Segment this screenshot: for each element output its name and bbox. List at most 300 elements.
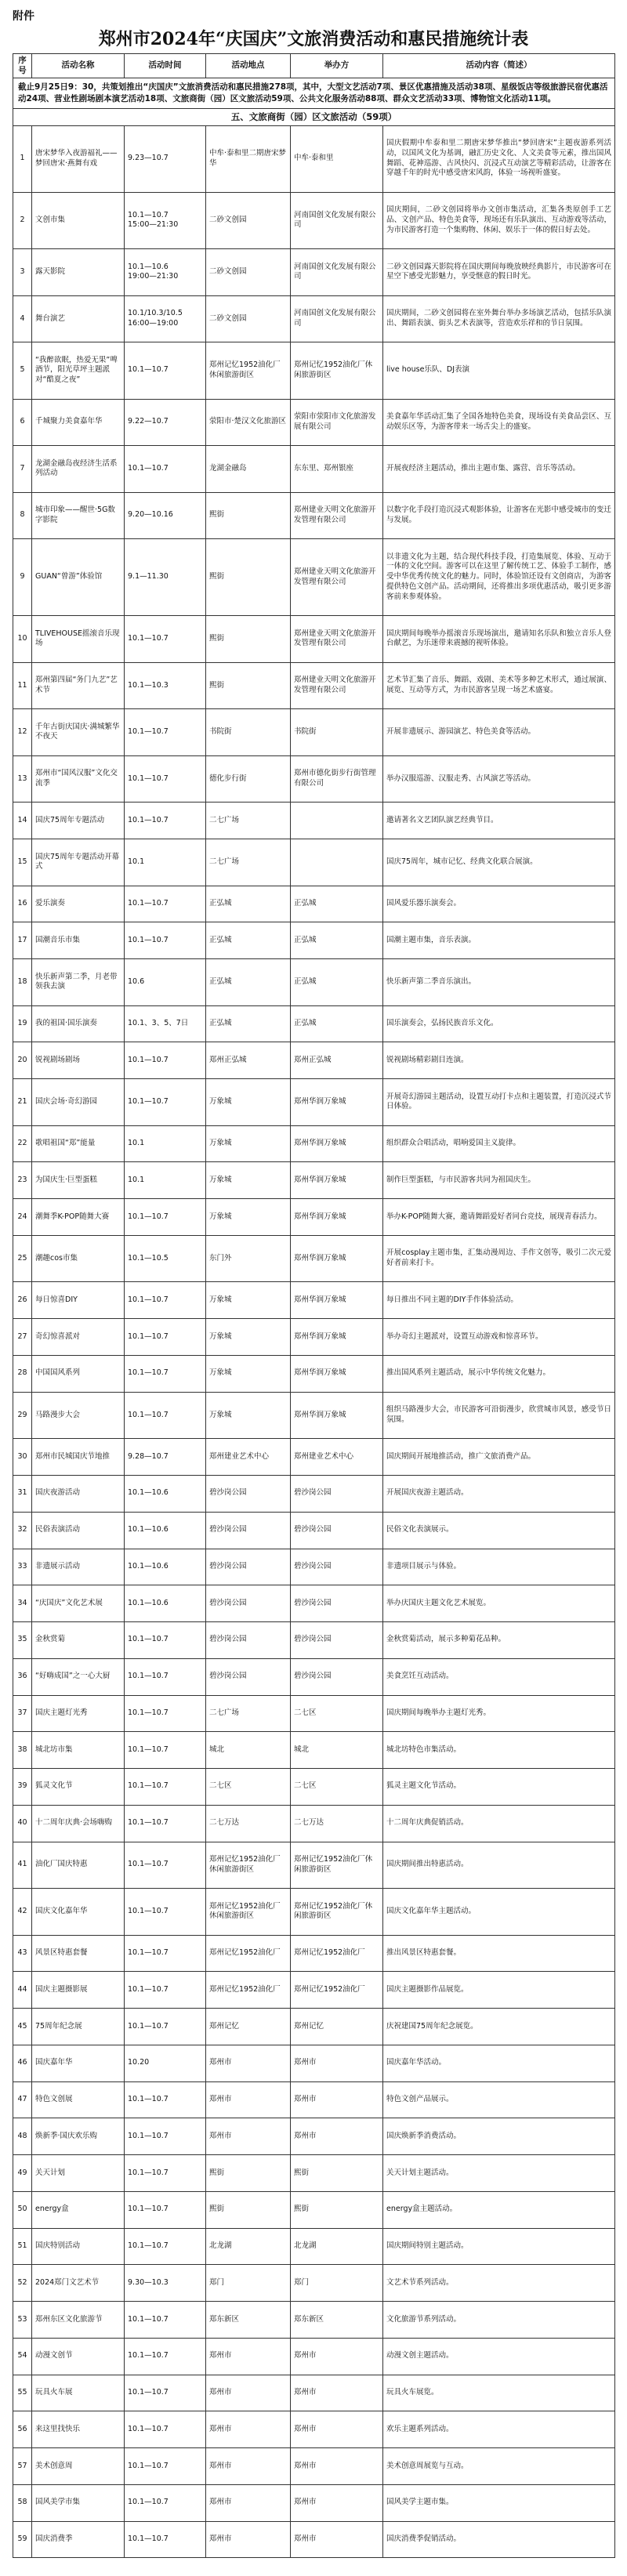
cell-organizer [291,839,383,886]
cell-time: 10.1—10.6 [125,1549,206,1585]
cell-time: 10.1—10.7 [125,886,206,922]
cell-content: 国风爱乐器乐演奏会。 [383,886,615,922]
table-row [13,249,615,296]
cell-location: 城北 [206,1732,291,1769]
table-row [13,2081,615,2118]
cell-time: 10.1—10.7 [125,1282,206,1319]
cell-content: 国风美学主题市集。 [383,2484,615,2521]
cell-no: 21 [13,1079,32,1126]
cell-location: 郑州记忆1952油化厂休闲旅游街区 [206,342,291,399]
table-row [13,2521,615,2558]
cell-location: 郑州记忆1952油化厂休闲旅游街区 [206,1889,291,1936]
table-row [13,1235,615,1282]
cell-content: live house乐队、DJ表演 [383,342,615,399]
document-title: 郑州市2024年“庆国庆”文旅消费活动和惠民措施统计表 [98,29,529,49]
cell-time: 10.1—10.7 [125,2484,206,2521]
cell-location: 熙街 [206,662,291,709]
table-row [13,295,615,342]
cell-organizer: 城北 [291,1732,383,1769]
cell-location: 中牟·泰和里二期唐宋梦华 [206,125,291,192]
cell-no: 30 [13,1439,32,1476]
cell-name: 马路漫步大会 [32,1392,125,1439]
cell-organizer: 郑州华润万象城 [291,1079,383,1126]
cell-location: 碧沙岗公园 [206,1549,291,1585]
cell-organizer: 郑州华润万象城 [291,1199,383,1236]
cell-time: 9.28—10.7 [125,1439,206,1476]
table-row [13,616,615,663]
cell-time: 10.1—10.7 [125,616,206,663]
table-row [13,2302,615,2339]
table-row [13,1199,615,1236]
table-row [13,1392,615,1439]
table-row [13,839,615,886]
cell-content: 城北坊特色市集活动。 [383,1732,615,1769]
cell-time: 10.1—10.7 [125,2081,206,2118]
table-row [13,2155,615,2192]
cell-organizer: 郑门 [291,2265,383,2302]
cell-no: 6 [13,399,32,446]
cell-time: 10.1—10.7 [125,1695,206,1732]
cell-content: 十二周年庆典促销活动。 [383,1805,615,1842]
cell-organizer: 郑州记忆1952油化厂休闲旅游街区 [291,1842,383,1889]
cell-organizer: 正弘城 [291,1005,383,1042]
cell-location: 二砂文创园 [206,295,291,342]
cell-time: 10.1—10.7 [125,2009,206,2045]
cell-content: 二砂文创园露天影院将在国庆期间每晚放映经典影片，市民游客可在星空下感受光影魅力，享受惬意的假日时光。 [383,249,615,296]
header-location: 活动地点 [206,54,291,78]
cell-time: 9.20—10.16 [125,492,206,539]
cell-content: 开展奇幻游园主题活动，设置互动打卡点和主题装置，打造沉浸式节日体验。 [383,1079,615,1126]
cell-organizer: 河南国创文化发展有限公司 [291,249,383,296]
cell-organizer: 碧沙岗公园 [291,1658,383,1695]
cell-time: 9.22—10.7 [125,399,206,446]
cell-name: 郑州市“国风汉服”文化交流季 [32,755,125,803]
cell-time: 10.1/10.3/10.5 16:00—19:00 [125,295,206,342]
cell-time: 10.1—10.7 [125,2191,206,2228]
table-row [13,492,615,539]
cell-time: 10.1—10.7 [125,1319,206,1356]
cell-name: 露天影院 [32,249,125,296]
cell-name: 千年古街庆国庆·满城繁华不夜天 [32,709,125,756]
cell-organizer: 郑州记忆 [291,2009,383,2045]
table-row [13,1512,615,1549]
cell-organizer: 郑州华润万象城 [291,1162,383,1199]
cell-name: 国庆75周年专题活动开幕式 [32,839,125,886]
cell-organizer: 郑州市 [291,2338,383,2375]
cell-time: 10.1—10.7 [125,1935,206,1972]
table-row [13,2118,615,2155]
cell-content: 美食烹饪互动活动。 [383,1658,615,1695]
cell-location: 正弘城 [206,886,291,922]
cell-no: 17 [13,922,32,959]
cell-time: 10.1 [125,839,206,886]
cell-no: 56 [13,2411,32,2448]
cell-no: 34 [13,1585,32,1622]
cell-organizer: 二七区 [291,1695,383,1732]
cell-name: 潮舞季K-POP随舞大赛 [32,1199,125,1236]
cell-location: 郑州市 [206,2448,291,2485]
table-row [13,2448,615,2485]
cell-no: 45 [13,2009,32,2045]
cell-name: 中国国风系列 [32,1355,125,1392]
cell-content: 美术创意周展览与互动。 [383,2448,615,2485]
table-row [13,1889,615,1936]
cell-name: 国庆75周年专题活动 [32,803,125,839]
cell-no: 37 [13,1695,32,1732]
cell-content: 以数字化手段打造沉浸式观影体验，让游客在光影中感受城市的变迁与发展。 [383,492,615,539]
cell-content: 举办汉服巡游、汉服走秀、古风演艺等活动。 [383,755,615,803]
cell-no: 58 [13,2484,32,2521]
cell-location: 万象城 [206,1282,291,1319]
cell-location: 郑州建业艺术中心 [206,1439,291,1476]
cell-time: 10.1—10.5 [125,1235,206,1282]
cell-content: 举办K-POP随舞大赛，邀请舞蹈爱好者同台竞技，展现青春活力。 [383,1199,615,1236]
cell-content: 举办奇幻主题派对，设置互动游戏和惊喜环节。 [383,1319,615,1356]
cell-organizer: 二七万达 [291,1805,383,1842]
table-row [13,2228,615,2265]
cell-content: 邀请著名文艺团队演艺经典节目。 [383,803,615,839]
table-row [13,1162,615,1199]
cell-organizer: 中牟·泰和里 [291,125,383,192]
header-time: 活动时间 [125,54,206,78]
table-row [13,803,615,839]
table-row [13,1125,615,1162]
cell-time: 10.1—10.7 [125,1842,206,1889]
cell-time: 10.6 [125,959,206,1006]
cell-location: 正弘城 [206,959,291,1006]
cell-time: 10.1 [125,1125,206,1162]
table-row [13,1732,615,1769]
cell-name: 2024郑门文艺术节 [32,2265,125,2302]
cell-no: 1 [13,125,32,192]
cell-time: 9.30—10.3 [125,2265,206,2302]
cell-name: 焕新季·国庆欢乐购 [32,2118,125,2155]
cell-location: 碧沙岗公园 [206,1585,291,1622]
cell-location: 郑州市 [206,2484,291,2521]
cell-no: 47 [13,2081,32,2118]
cell-content: 国庆期间，二砂文创园将举办文创市集活动，汇集各类原创手工艺品、文创产品、特色美食等，现场还有乐队演出、互动游戏等活动，为市民游客打造一个集购物、休闲、娱乐于一体的假日好去处。 [383,192,615,248]
cell-content: 每日推出不同主题的DIY手作体验活动。 [383,1282,615,1319]
cell-location: 郑州市 [206,2338,291,2375]
cell-name: 国庆嘉年华 [32,2045,125,2081]
cell-time: 10.1—10.7 [125,1972,206,2009]
cell-content: 狐灵主题文化节活动。 [383,1769,615,1806]
cell-organizer: 二七区 [291,1769,383,1806]
cell-content: 国庆期间推出特惠活动。 [383,1842,615,1889]
cell-no: 32 [13,1512,32,1549]
cell-content: 国潮主题市集，音乐表演。 [383,922,615,959]
cell-time: 10.1—10.7 [125,1392,206,1439]
table-row [13,1319,615,1356]
cell-location: 二砂文创园 [206,192,291,248]
cell-no: 44 [13,1972,32,2009]
header-organizer: 举办方 [291,54,383,78]
cell-name: 特色文创展 [32,2081,125,2118]
cell-time: 10.1—10.7 [125,1732,206,1769]
cell-no: 24 [13,1199,32,1236]
cell-organizer: 碧沙岗公园 [291,1476,383,1513]
cell-no: 20 [13,1042,32,1079]
cell-organizer: 河南国创文化发展有限公司 [291,295,383,342]
cell-organizer: 郑州建业天明文化旅游开发管理有限公司 [291,539,383,616]
cell-content: 国庆假期中牟泰和里二期唐宋梦华推出“梦回唐宋”主题夜游系列活动，以国风文化为基调，融汇历史文化、人文美食等元素，推出国风舞蹈、花神巡游、古风快闪、沉浸式互动演艺等精彩活动，让游客在穿越千年的时光中感受唐宋风韵，体验一场视听盛宴。 [383,125,615,192]
cell-name: 国庆特别活动 [32,2228,125,2265]
cell-name: 城市印象——醒世·5G数字影院 [32,492,125,539]
cell-no: 27 [13,1319,32,1356]
cell-location: 郑州市 [206,2521,291,2558]
table-row [13,1935,615,1972]
cell-time: 10.1—10.7 [125,2302,206,2339]
cell-organizer: 郑州市 [291,2448,383,2485]
cell-no: 50 [13,2191,32,2228]
cell-time: 9.1—11.30 [125,539,206,616]
cell-content: 文艺术节系列活动。 [383,2265,615,2302]
table-row [13,125,615,192]
cell-organizer: 碧沙岗公园 [291,1622,383,1659]
cell-location: 郑州记忆1952油化厂休闲旅游街区 [206,1842,291,1889]
cell-content: 动漫文创主题活动。 [383,2338,615,2375]
cell-organizer: 郑州华润万象城 [291,1125,383,1162]
cell-location: 万象城 [206,1079,291,1126]
cell-content: 特色文创产品展示。 [383,2081,615,2118]
cell-organizer: 郑州建业天明文化旅游开发管理有限公司 [291,616,383,663]
cell-location: 郑州记忆 [206,2009,291,2045]
cell-content: 国庆期间开展地推活动，推广文旅消费产品。 [383,1439,615,1476]
cell-name: 爱乐演奏 [32,886,125,922]
cell-no: 46 [13,2045,32,2081]
cell-location: 碧沙岗公园 [206,1622,291,1659]
cell-organizer: 郑州华润万象城 [291,1319,383,1356]
table-row [13,539,615,616]
cell-content: 组织马路漫步大会，市民游客可沿街漫步，欣赏城市风景，感受节日氛围。 [383,1392,615,1439]
cell-name: “庆国庆”文化艺术展 [32,1585,125,1622]
cell-name: 玩具火车展 [32,2375,125,2411]
cell-no: 43 [13,1935,32,1972]
table-row [13,2045,615,2081]
table-row [13,1549,615,1585]
table-row [13,1695,615,1732]
cell-time: 10.1—10.7 [125,1622,206,1659]
cell-name: 关天计划 [32,2155,125,2192]
cell-organizer: 东东里、郑州银座 [291,446,383,493]
cell-name: 动漫文创节 [32,2338,125,2375]
cell-time: 9.23—10.7 [125,125,206,192]
cell-location: 万象城 [206,1319,291,1356]
cell-organizer: 郑州华润万象城 [291,1282,383,1319]
cell-no: 59 [13,2521,32,2558]
cell-name: 锐视剧场剧场 [32,1042,125,1079]
table-row [13,1042,615,1079]
cell-location: 二七万达 [206,1805,291,1842]
header-name: 活动名称 [32,54,125,78]
cell-organizer: 郑东新区 [291,2302,383,2339]
cell-name: 国庆文化嘉年华 [32,1889,125,1936]
cell-content: 国庆主题摄影作品展览。 [383,1972,615,2009]
table-row [13,1622,615,1659]
cell-content: 文化旅游节系列活动。 [383,2302,615,2339]
cell-no: 11 [13,662,32,709]
cell-content: 开展cosplay主题市集，汇集动漫周边、手作文创等，吸引二次元爱好者前来打卡。 [383,1235,615,1282]
cell-no: 36 [13,1658,32,1695]
cell-no: 48 [13,2118,32,2155]
cell-content: 推出国风系列主题活动，展示中华传统文化魅力。 [383,1355,615,1392]
cell-time: 10.1—10.7 [125,2375,206,2411]
cell-no: 4 [13,295,32,342]
cell-location: 郑州市 [206,2411,291,2448]
cell-time: 10.1—10.6 19:00—21:30 [125,249,206,296]
cell-time: 10.1—10.7 [125,342,206,399]
cell-location: 万象城 [206,1355,291,1392]
table-row [13,1972,615,2009]
header-row [13,54,615,78]
cell-time: 10.1—10.7 [125,1805,206,1842]
cell-organizer: 郑州市 [291,2045,383,2081]
cell-content: 金秋赏菊活动，展示多种菊花品种。 [383,1622,615,1659]
cell-name: 唐宋梦华入夜游福礼——梦回唐宋·燕舞有戏 [32,125,125,192]
table-row [13,342,615,399]
table-row [13,2411,615,2448]
cell-no: 38 [13,1732,32,1769]
cell-location: 万象城 [206,1199,291,1236]
cell-no: 16 [13,886,32,922]
cell-name: 千城聚力美食嘉年华 [32,399,125,446]
summary-text: 截止9月25日9：30，共策划推出“庆国庆”文旅消费活动和惠民措施278项，其中，大型文艺活动7项、景区优惠措施及活动38项、星级饭店等级旅游民宿优惠活动24项、营业性剧场剧本演艺活动18项、文旅商街（园）区文旅活动59项、公共文化服务活动88项、群众文艺活动33项、博物馆文化活动11项。 [13,78,615,108]
table-row [13,2265,615,2302]
cell-location: 二七广场 [206,803,291,839]
cell-no: 28 [13,1355,32,1392]
cell-content: 非遗项目展示与体验。 [383,1549,615,1585]
cell-location: 郑州记忆1952油化厂 [206,1935,291,1972]
cell-name: 潮趣cos市集 [32,1235,125,1282]
cell-organizer: 郑州市 [291,2411,383,2448]
cell-content: 庆祝建国75周年纪念展览。 [383,2009,615,2045]
cell-no: 51 [13,2228,32,2265]
cell-location: 郑州市 [206,2118,291,2155]
table-row [13,1282,615,1319]
cell-content: energy盒主题活动。 [383,2191,615,2228]
cell-no: 35 [13,1622,32,1659]
cell-organizer: 郑州华润万象城 [291,1235,383,1282]
cell-no: 5 [13,342,32,399]
cell-organizer: 郑州记忆1952油化厂休闲旅游街区 [291,1889,383,1936]
cell-organizer: 碧沙岗公园 [291,1512,383,1549]
cell-organizer: 郑州华润万象城 [291,1355,383,1392]
cell-time: 10.1—10.7 [125,2521,206,2558]
cell-content: 国庆期间，二砂文创园将在室外舞台举办多场演艺活动，包括乐队演出、舞蹈表演、街头艺术表演等，营造欢乐祥和的节日氛围。 [383,295,615,342]
cell-name: 国庆主题灯光秀 [32,1695,125,1732]
cell-name: 来这里找快乐 [32,2411,125,2448]
cell-name: 国庆夜游活动 [32,1476,125,1513]
table-row [13,1005,615,1042]
cell-name: 油化厂国庆特惠 [32,1842,125,1889]
cell-no: 33 [13,1549,32,1585]
cell-name: GUAN“曾游”体验馆 [32,539,125,616]
cell-organizer: 荥阳市荥阳市文化旅游发展有限公司 [291,399,383,446]
summary-row [13,78,615,108]
cell-location: 郑州市 [206,2081,291,2118]
table-row [13,1355,615,1392]
cell-name: 郑州市民城国庆节地推 [32,1439,125,1476]
cell-time: 10.1—10.7 [125,1079,206,1126]
cell-content: 国庆消费季促销活动。 [383,2521,615,2558]
cell-name: “好嗨成国”之一心大厨 [32,1658,125,1695]
cell-organizer: 郑州市 [291,2081,383,2118]
cell-location: 万象城 [206,1125,291,1162]
table-row [13,192,615,248]
table-row [13,662,615,709]
cell-time: 10.1—10.7 [125,446,206,493]
cell-no: 41 [13,1842,32,1889]
cell-name: 非遗展示活动 [32,1549,125,1585]
header-no: 序号 [13,54,32,78]
cell-location: 正弘城 [206,1005,291,1042]
cell-content: 开展国庆夜游主题活动。 [383,1476,615,1513]
cell-location: 二砂文创园 [206,249,291,296]
cell-location: 熙街 [206,2191,291,2228]
table-row [13,1805,615,1842]
cell-location: 郑州正弘城 [206,1042,291,1079]
table-row [13,2484,615,2521]
cell-no: 13 [13,755,32,803]
cell-name: 75周年纪念展 [32,2009,125,2045]
cell-content: 锐视剧场精彩剧目连演。 [383,1042,615,1079]
cell-time: 10.1—10.6 [125,1512,206,1549]
table-row [13,709,615,756]
cell-organizer: 郑州正弘城 [291,1042,383,1079]
cell-time: 10.1 [125,1162,206,1199]
cell-no: 39 [13,1769,32,1806]
section-row [13,108,615,125]
cell-content: 举办庆国庆主题文化艺术展览。 [383,1585,615,1622]
cell-organizer: 郑州华润万象城 [291,1392,383,1439]
cell-content: 推出风景区特惠套餐。 [383,1935,615,1972]
cell-content: 以非遗文化为主题，结合现代科技手段，打造集展览、体验、互动于一体的文化空间。游客可以在这里了解传统工艺、体验手工制作，感受中华优秀传统文化的魅力。同时，体验馆还设有文创商店，为游客提供特色文创产品。活动期间，还将推出多项优惠活动，吸引更多游客前来参观体验。 [383,539,615,616]
cell-name: 国风美学市集 [32,2484,125,2521]
cell-no: 54 [13,2338,32,2375]
cell-no: 31 [13,1476,32,1513]
cell-content: 国庆75周年，城市记忆、经典文化联合展演。 [383,839,615,886]
cell-time: 10.20 [125,2045,206,2081]
cell-time: 10.1—10.7 [125,922,206,959]
cell-organizer: 正弘城 [291,922,383,959]
cell-organizer: 正弘城 [291,886,383,922]
cell-no: 42 [13,1889,32,1936]
section-title: 五、文旅商街（园）区文旅活动（59项） [13,108,615,125]
cell-no: 9 [13,539,32,616]
cell-no: 53 [13,2302,32,2339]
cell-name: 十二周年庆典·会场嗨购 [32,1805,125,1842]
cell-no: 14 [13,803,32,839]
cell-time: 10.1—10.7 [125,1355,206,1392]
table-row [13,2191,615,2228]
table-row [13,2009,615,2045]
cell-content: 制作巨型蛋糕，与市民游客共同为祖国庆生。 [383,1162,615,1199]
cell-name: 金秋赏菊 [32,1622,125,1659]
cell-location: 郑门 [206,2265,291,2302]
cell-name: 国庆消费季 [32,2521,125,2558]
cell-name: 郑州第四届“务门九艺”艺术节 [32,662,125,709]
cell-content: 国乐演奏会，弘扬民族音乐文化。 [383,1005,615,1042]
cell-content: 国庆期间每晚举办主题灯光秀。 [383,1695,615,1732]
cell-name: “我醉欲眠，热爱无果”啤酒节，阳光草坪主题派对“酷夏之夜” [32,342,125,399]
cell-time: 10.1、3、5、7日 [125,1005,206,1042]
cell-content: 欢乐主题系列活动。 [383,2411,615,2448]
cell-organizer: 碧沙岗公园 [291,1585,383,1622]
table-row [13,922,615,959]
cell-location: 德化步行街 [206,755,291,803]
cell-location: 郑东新区 [206,2302,291,2339]
cell-content: 国庆期间特别主题活动。 [383,2228,615,2265]
